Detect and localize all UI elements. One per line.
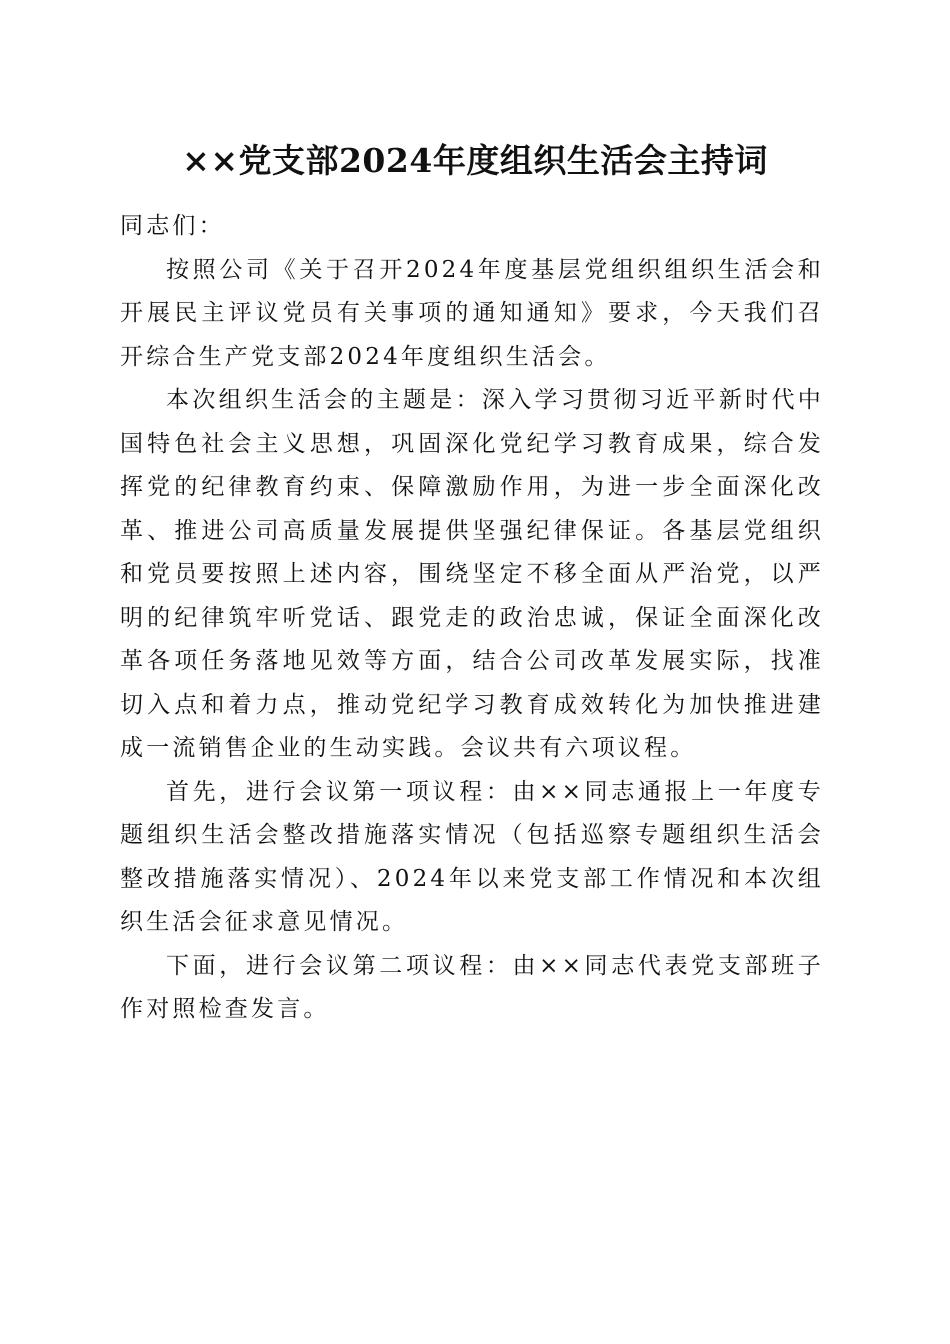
paragraph-agenda-two: 下面，进行会议第二项议程：由××同志代表党支部班子作对照检查发言。: [120, 952, 824, 1022]
salutation: 同志们：: [120, 213, 225, 239]
document-title: ××党支部2024年度组织生活会主持词: [182, 141, 768, 180]
document-body: [120, 205, 824, 1032]
paragraph-notice: 按照公司《关于召开2024年度基层党组织组织生活会和开展民主评议党员有关事项的通知通知》要求，今天我们召开综合生产党支部2024年度组织生活会。: [120, 256, 824, 370]
paragraph-agenda-one: 首先，进行会议第一项议程：由××同志通报上一年度专题组织生活会整改措施落实情况（包括巡察专题组织生活会整改措施落实情况）、2024年以来党支部工作情况和本次组织生活会征求意见情况。: [120, 778, 824, 935]
paragraph-theme: 本次组织生活会的主题是：深入学习贯彻习近平新时代中国特色社会主义思想，巩固深化党纪学习教育成果，综合发挥党的纪律教育约束、保障激励作用，为进一步全面深化改革、推进公司高质量发展提供坚强纪律保证。各基层党组织和党员要按照上述内容，围绕坚定不移全面从严治党，以严明的纪律筑牢听党话、跟党走的政治忠诚，保证全面深化改革各项任务落地见效等方面，结合公司改革发展实际，找准切入点和着力点，推动党纪学习教育成效转化为加快推进建成一流销售企业的生动实践。会议共有六项议程。: [120, 387, 824, 761]
